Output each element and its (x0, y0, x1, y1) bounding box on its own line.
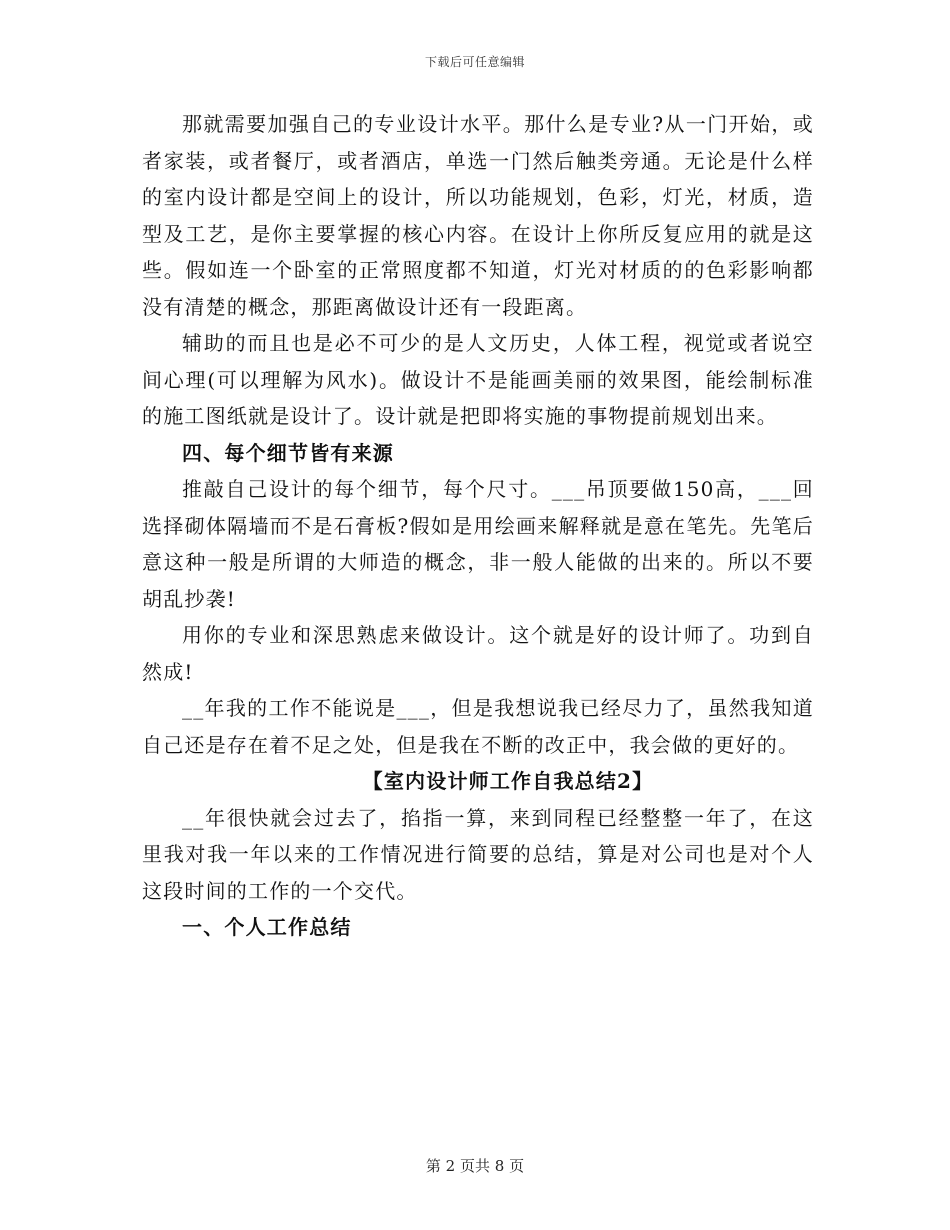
page-footer: 第 2 页共 8 页 (425, 1157, 525, 1175)
paragraph-4: 用你的专业和深思熟虑来做设计。这个就是好的设计师了。功到自然成! (142, 623, 814, 684)
paragraph-3: 推敲自己设计的每个细节，每个尺寸。___吊顶要做150高，___回选择砌体隔墙而不是石膏板?假如是用绘画来解释就是意在笔先。先笔后意这种一般是所谓的大师造的概念，非一般人能做的出来的。所以不要胡乱抄袭! (142, 477, 814, 611)
document-body (142, 106, 814, 946)
section-heading-1: 一、个人工作总结 (182, 915, 352, 939)
paragraph-5: __年我的工作不能说是___，但是我想说我已经尽力了，虽然我知道自己还是存在着不足之处，但是我在不断的改正中，我会做的更好的。 (142, 696, 814, 757)
paragraph-1: 那就需要加强自己的专业设计水平。那什么是专业?从一门开始，或者家装，或者餐厅，或者酒店，单选一门然后触类旁通。无论是什么样的室内设计都是空间上的设计，所以功能规划，色彩，灯光，材质，造型及工艺，是你主要掌握的核心内容。在设计上你所反复应用的就是这些。假如连一个卧室的正常照度都不知道，灯光对材质的的色彩影响都没有清楚的概念，那距离做设计还有一段距离。 (142, 112, 814, 319)
page-header: 下载后可任意编辑 (424, 55, 525, 69)
paragraph-6: __年很快就会过去了，掐指一算，来到同程已经整整一年了，在这里我对我一年以来的工作情况进行简要的总结，算是对公司也是对个人这段时间的工作的一个交代。 (142, 805, 814, 903)
paragraph-2: 辅助的而且也是必不可少的是人文历史，人体工程，视觉或者说空间心理(可以理解为风水)。做设计不是能画美丽的效果图，能绘制标准的施工图纸就是设计了。设计就是把即将实施的事物提前规划出来。 (142, 331, 814, 428)
summary-2-title: 【室内设计师工作自我总结2】 (362, 769, 654, 793)
section-heading-4: 四、每个细节皆有来源 (182, 440, 394, 465)
